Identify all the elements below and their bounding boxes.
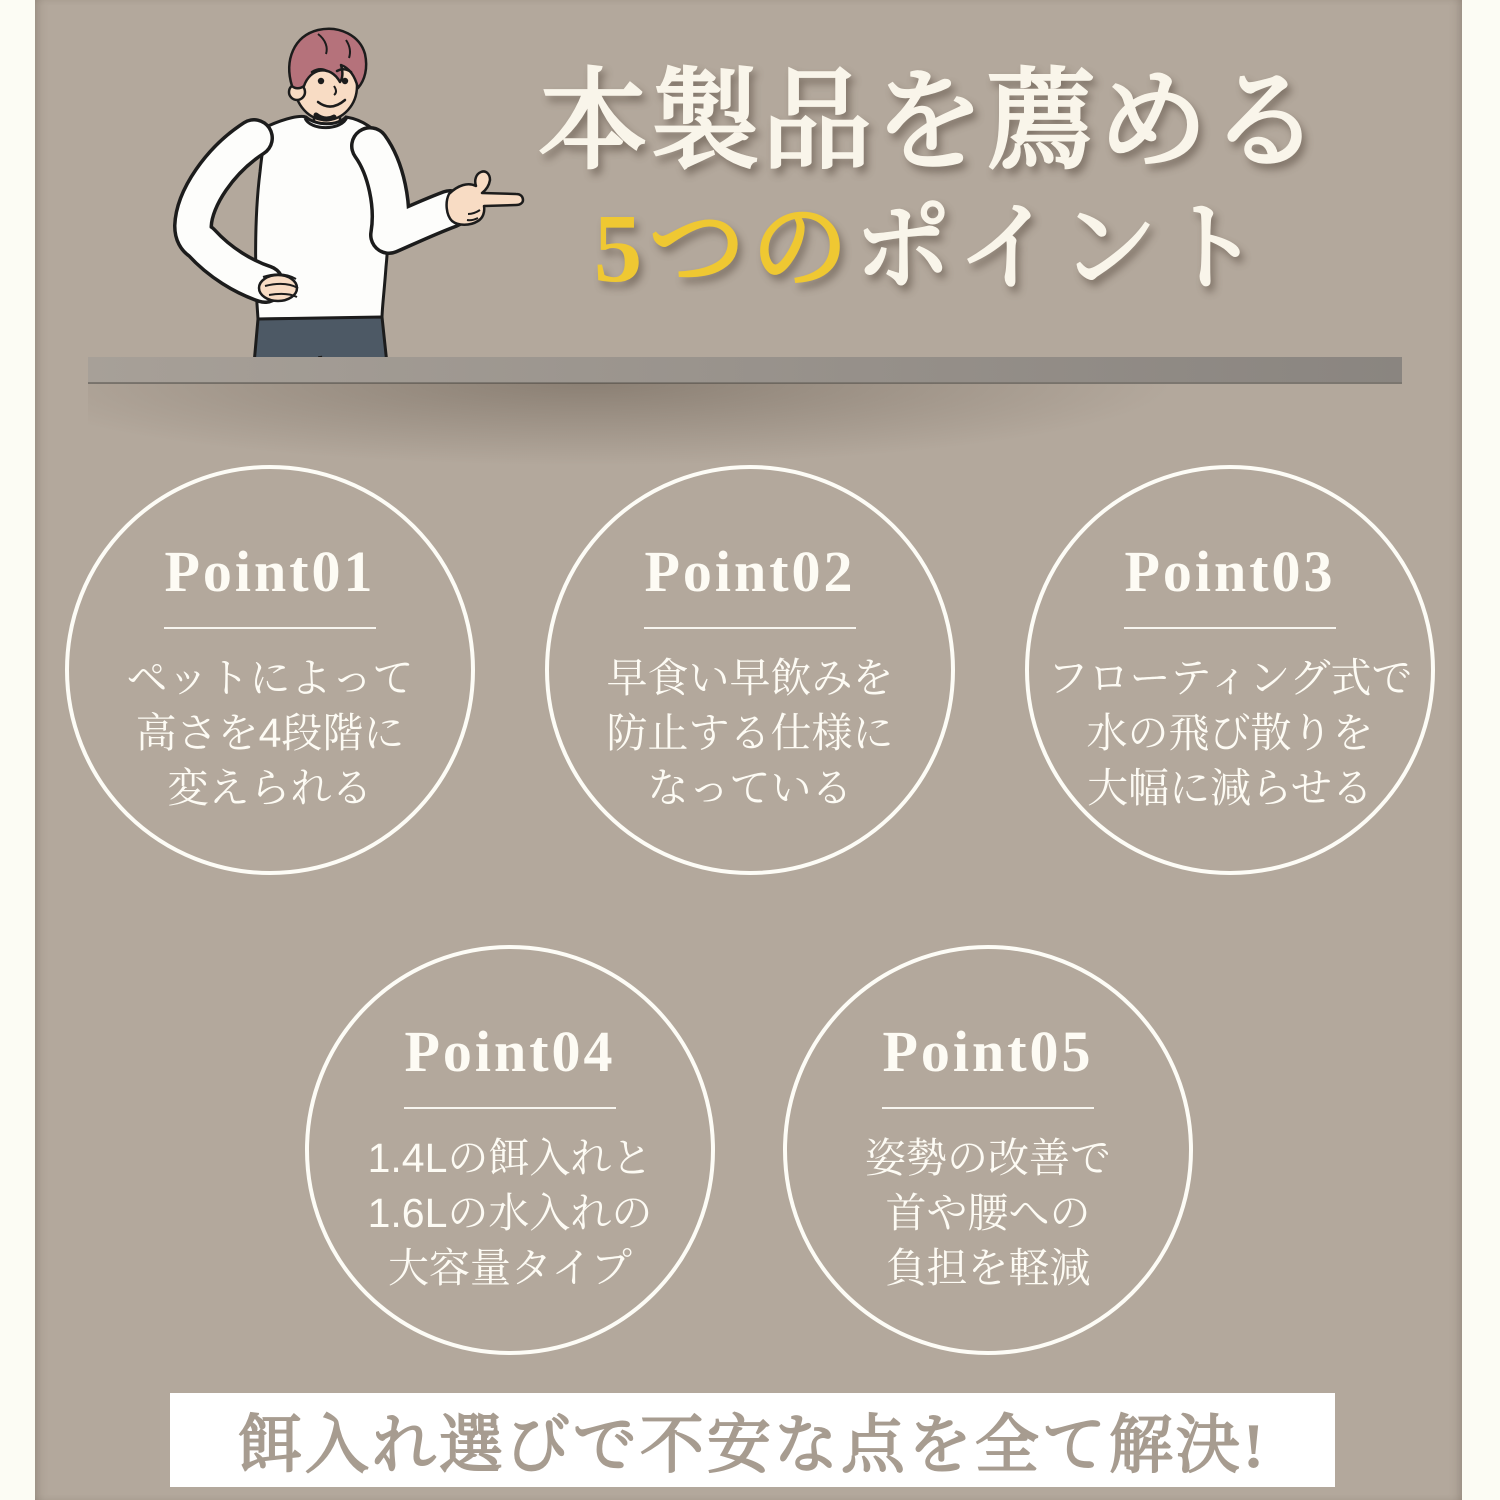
point-label: Point01 [164,539,376,604]
point-text-line: 早食い早飲みを [606,655,894,701]
point-label: Point04 [404,1019,616,1084]
point-text-line: 大幅に減らせる [1087,764,1373,811]
point-text-line: 首や腰への [885,1189,1091,1236]
point-label: Point05 [882,1019,1094,1084]
point-circle-05 [783,945,1193,1355]
hand-on-hip [259,274,298,301]
point-divider [1124,627,1336,629]
point-circle-02 [545,465,955,875]
point-label: Point03 [1124,539,1336,604]
point-text-line: 防止する仕様に [606,709,894,756]
shelf-bar [88,357,1402,384]
point-text-line: 大容量タイプ [388,1244,632,1291]
pointing-hand [447,171,523,224]
point-text-line: 1.4Lの餌入れと [367,1135,653,1181]
page-title [535,58,1325,302]
point-text-line: 負担を軽減 [885,1244,1091,1291]
man-pointing-illustration [168,22,538,372]
point-text-line: ペットによって [126,655,414,701]
point-circle-04 [305,945,715,1355]
point-text-line: 1.6Lの水入れの [367,1189,653,1236]
bottom-banner [170,1393,1335,1487]
title-line2-rest: ポイント [854,194,1267,302]
point-circle-01 [65,465,475,875]
title-highlight: 5つの [593,194,855,302]
point-divider [164,627,376,629]
head [289,29,366,120]
point-label: Point02 [644,539,856,604]
point-divider [644,627,856,629]
title-line1: 本製品を薦める [538,61,1322,183]
title-line2 [535,196,1325,303]
point-text-line: フローティング式で [1047,655,1413,701]
banner-text: 餌入れ選びで不安な点を全て解決! [237,1410,1268,1481]
point-circle-03 [1025,465,1435,875]
point-text-line: 高さを4段階に [135,709,405,756]
point-text-line: 変えられる [167,764,373,811]
point-divider [404,1107,616,1109]
point-text-line: 姿勢の改善で [865,1135,1111,1181]
point-text-line: なっている [647,764,853,811]
point-divider [882,1107,1094,1109]
point-text-line: 水の飛び散りを [1086,709,1374,756]
